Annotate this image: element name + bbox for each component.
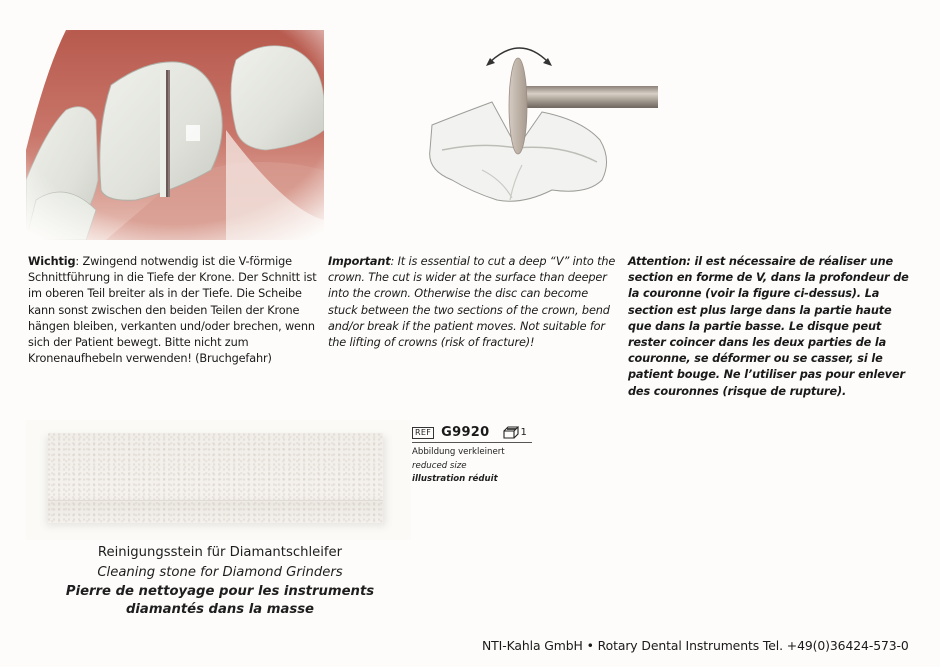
cleaning-stone-image xyxy=(48,433,383,523)
disc-cutting-figure xyxy=(402,30,658,222)
teeth-illustration xyxy=(26,30,324,240)
instruction-english xyxy=(328,254,616,351)
caption-french: Pierre de nettoyage pour les instruments diamantés dans la masse xyxy=(65,584,375,617)
disc-illustration xyxy=(402,30,658,222)
ref-row xyxy=(412,425,532,443)
instruction-english-lead: Important xyxy=(328,255,391,268)
ref-code: G9920 xyxy=(441,425,490,440)
note-french: illustration réduit xyxy=(412,474,498,484)
instruction-german-body: : Zwingend notwendig ist die V-förmige Schnittführung in die Tiefe der Krone. Der Schnitt ist im oberen Teil breiter als in der Tiefe. Die Scheibe kann sonst zwischen den beiden Teilen der Krone hängen bleiben, verkanten und/oder brechen, wenn sich der Patient bewegt. Bitte nicht zum Kronenaufhebeln verwenden! (Bruchgefahr) xyxy=(28,255,317,366)
instruction-german xyxy=(28,254,318,367)
package-count: 1 xyxy=(520,427,527,438)
cleaning-stone-figure xyxy=(26,420,411,540)
note-english: reduced size xyxy=(412,460,467,471)
caption-german: Reinigungsstein für Diamantschleifer xyxy=(97,545,343,560)
instruction-english-body: : It is essential to cut a deep “V” into the crown. The cut is wider at the surface than deeper into the crown. Otherwise the disc can become stuck between the two sections of the crown, bend and/or break if the patient moves. Not suitable for the lifting of crowns (risk of fracture)! xyxy=(328,255,616,350)
stone-edge xyxy=(48,500,383,501)
product-reference xyxy=(412,425,532,487)
crown-v-cut-figure xyxy=(26,30,324,240)
caption-english: Cleaning stone for Diamond Grinders xyxy=(97,565,343,580)
package-quantity xyxy=(503,426,526,439)
package-icon xyxy=(503,426,519,439)
note-german: Abbildung verkleinert xyxy=(412,447,505,457)
product-caption xyxy=(30,543,410,619)
instruction-french xyxy=(628,254,918,400)
instruction-german-lead: Wichtig xyxy=(28,255,76,268)
instruction-french-body: Attention: il est nécessaire de réaliser une section en forme de V, dans la profondeur de la couronne (voir la figure ci-dessus). La section est plus large dans la partie haute que dans la partie basse. Le disque peut rester coincer dans les deux parties de la couronne, se déformer ou se casser, si le patient bouge. Ne l’utiliser pas pour enlever des couronnes (risque de rupture). xyxy=(628,255,909,398)
company-footer: NTI-Kahla GmbH • Rotary Dental Instruments Tel. +49(0)36424-573-0 xyxy=(482,638,909,653)
ref-badge: REF xyxy=(412,427,434,439)
